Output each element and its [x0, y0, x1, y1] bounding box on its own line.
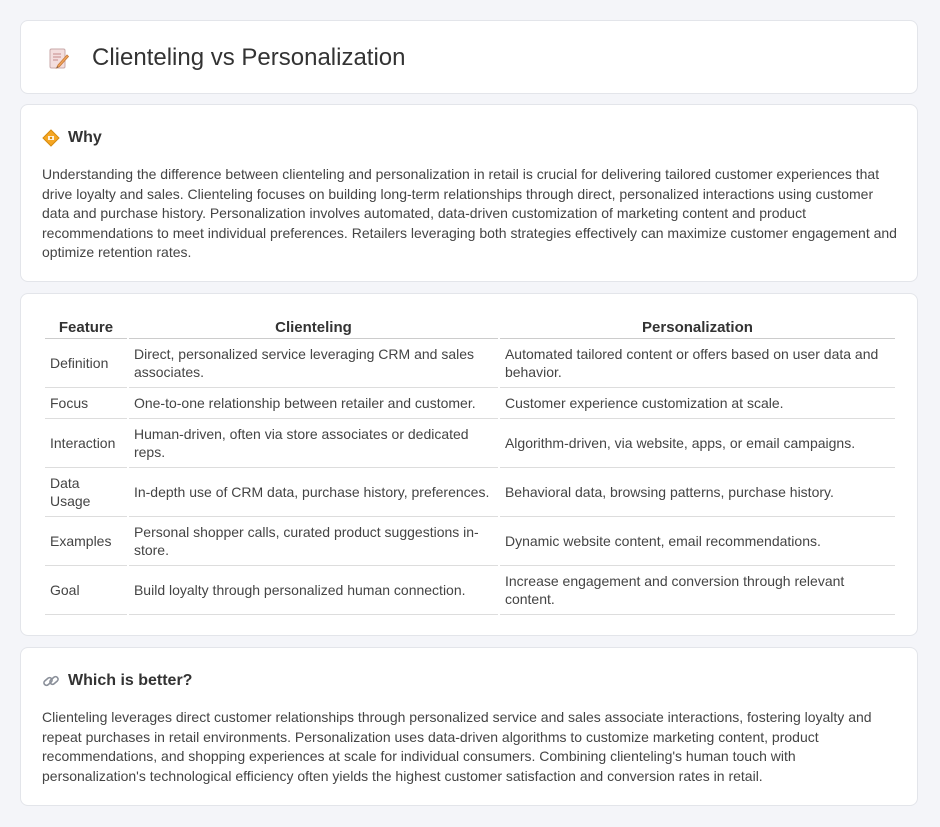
feature-cell: Examples — [45, 517, 127, 566]
table-row — [45, 339, 895, 388]
table-row — [45, 517, 895, 566]
why-section — [20, 104, 918, 282]
clienteling-cell: Personal shopper calls, curated product suggestions in-store. — [129, 517, 498, 566]
comparison-card — [20, 293, 918, 636]
personalization-cell: Dynamic website content, email recommendations. — [500, 517, 895, 566]
page-title: Clienteling vs Personalization — [92, 44, 406, 71]
table-row — [45, 419, 895, 468]
clienteling-cell: Direct, personalized service leveraging CRM and sales associates. — [129, 339, 498, 388]
feature-cell: Definition — [45, 339, 127, 388]
personalization-cell: Algorithm-driven, via website, apps, or email campaigns. — [500, 419, 895, 468]
personalization-cell: Increase engagement and conversion through relevant content. — [500, 566, 895, 615]
why-text: Understanding the difference between clienteling and personalization in retail is crucial for delivering tailored customer experiences that drive loyalty and sales. Clienteling focuses on building long-term relationships through direct, personalized interactions using customer data and purchase history. Personalization involves automated, data-driven customization of marketing content and product recommendations to meet individual preferences. Retailers leveraging both strategies effectively can maximize customer engagement and optimize retention rates. — [42, 166, 897, 261]
header-personalization: Personalization — [500, 316, 895, 339]
link-icon — [42, 672, 60, 690]
diamond-sign-icon — [42, 129, 60, 147]
personalization-cell: Automated tailored content or offers based on user data and behavior. — [500, 339, 895, 388]
document-pencil-icon — [47, 46, 71, 72]
better-text: Clienteling leverages direct customer relationships through personalized service and sales associate interactions, fostering loyalty and repeat purchases in retail environments. Personalization uses data-driven algorithms to customize marketing content, product recommendations, and shopping experiences at scale for individual consumers. Combining clienteling's human touch with personalization's technological efficiency often yields the highest customer satisfaction and conversion rates in retail. — [42, 709, 872, 784]
why-heading: Why — [68, 129, 102, 146]
which-is-better-section — [20, 647, 918, 806]
header-feature: Feature — [45, 316, 127, 339]
title-card — [20, 20, 918, 94]
feature-cell: Data Usage — [45, 468, 127, 517]
table-row — [45, 388, 895, 419]
clienteling-cell: One-to-one relationship between retailer and customer. — [129, 388, 498, 419]
table-row — [45, 468, 895, 517]
personalization-cell: Customer experience customization at scale. — [500, 388, 895, 419]
clienteling-cell: Build loyalty through personalized human connection. — [129, 566, 498, 615]
table-header-row — [45, 316, 895, 339]
clienteling-cell: Human-driven, often via store associates or dedicated reps. — [129, 419, 498, 468]
table-row — [45, 566, 895, 615]
feature-cell: Focus — [45, 388, 127, 419]
clienteling-cell: In-depth use of CRM data, purchase history, preferences. — [129, 468, 498, 517]
feature-cell: Interaction — [45, 419, 127, 468]
feature-cell: Goal — [45, 566, 127, 615]
personalization-cell: Behavioral data, browsing patterns, purchase history. — [500, 468, 895, 517]
better-heading: Which is better? — [68, 672, 193, 689]
comparison-table — [43, 316, 897, 615]
header-clienteling: Clienteling — [129, 316, 498, 339]
